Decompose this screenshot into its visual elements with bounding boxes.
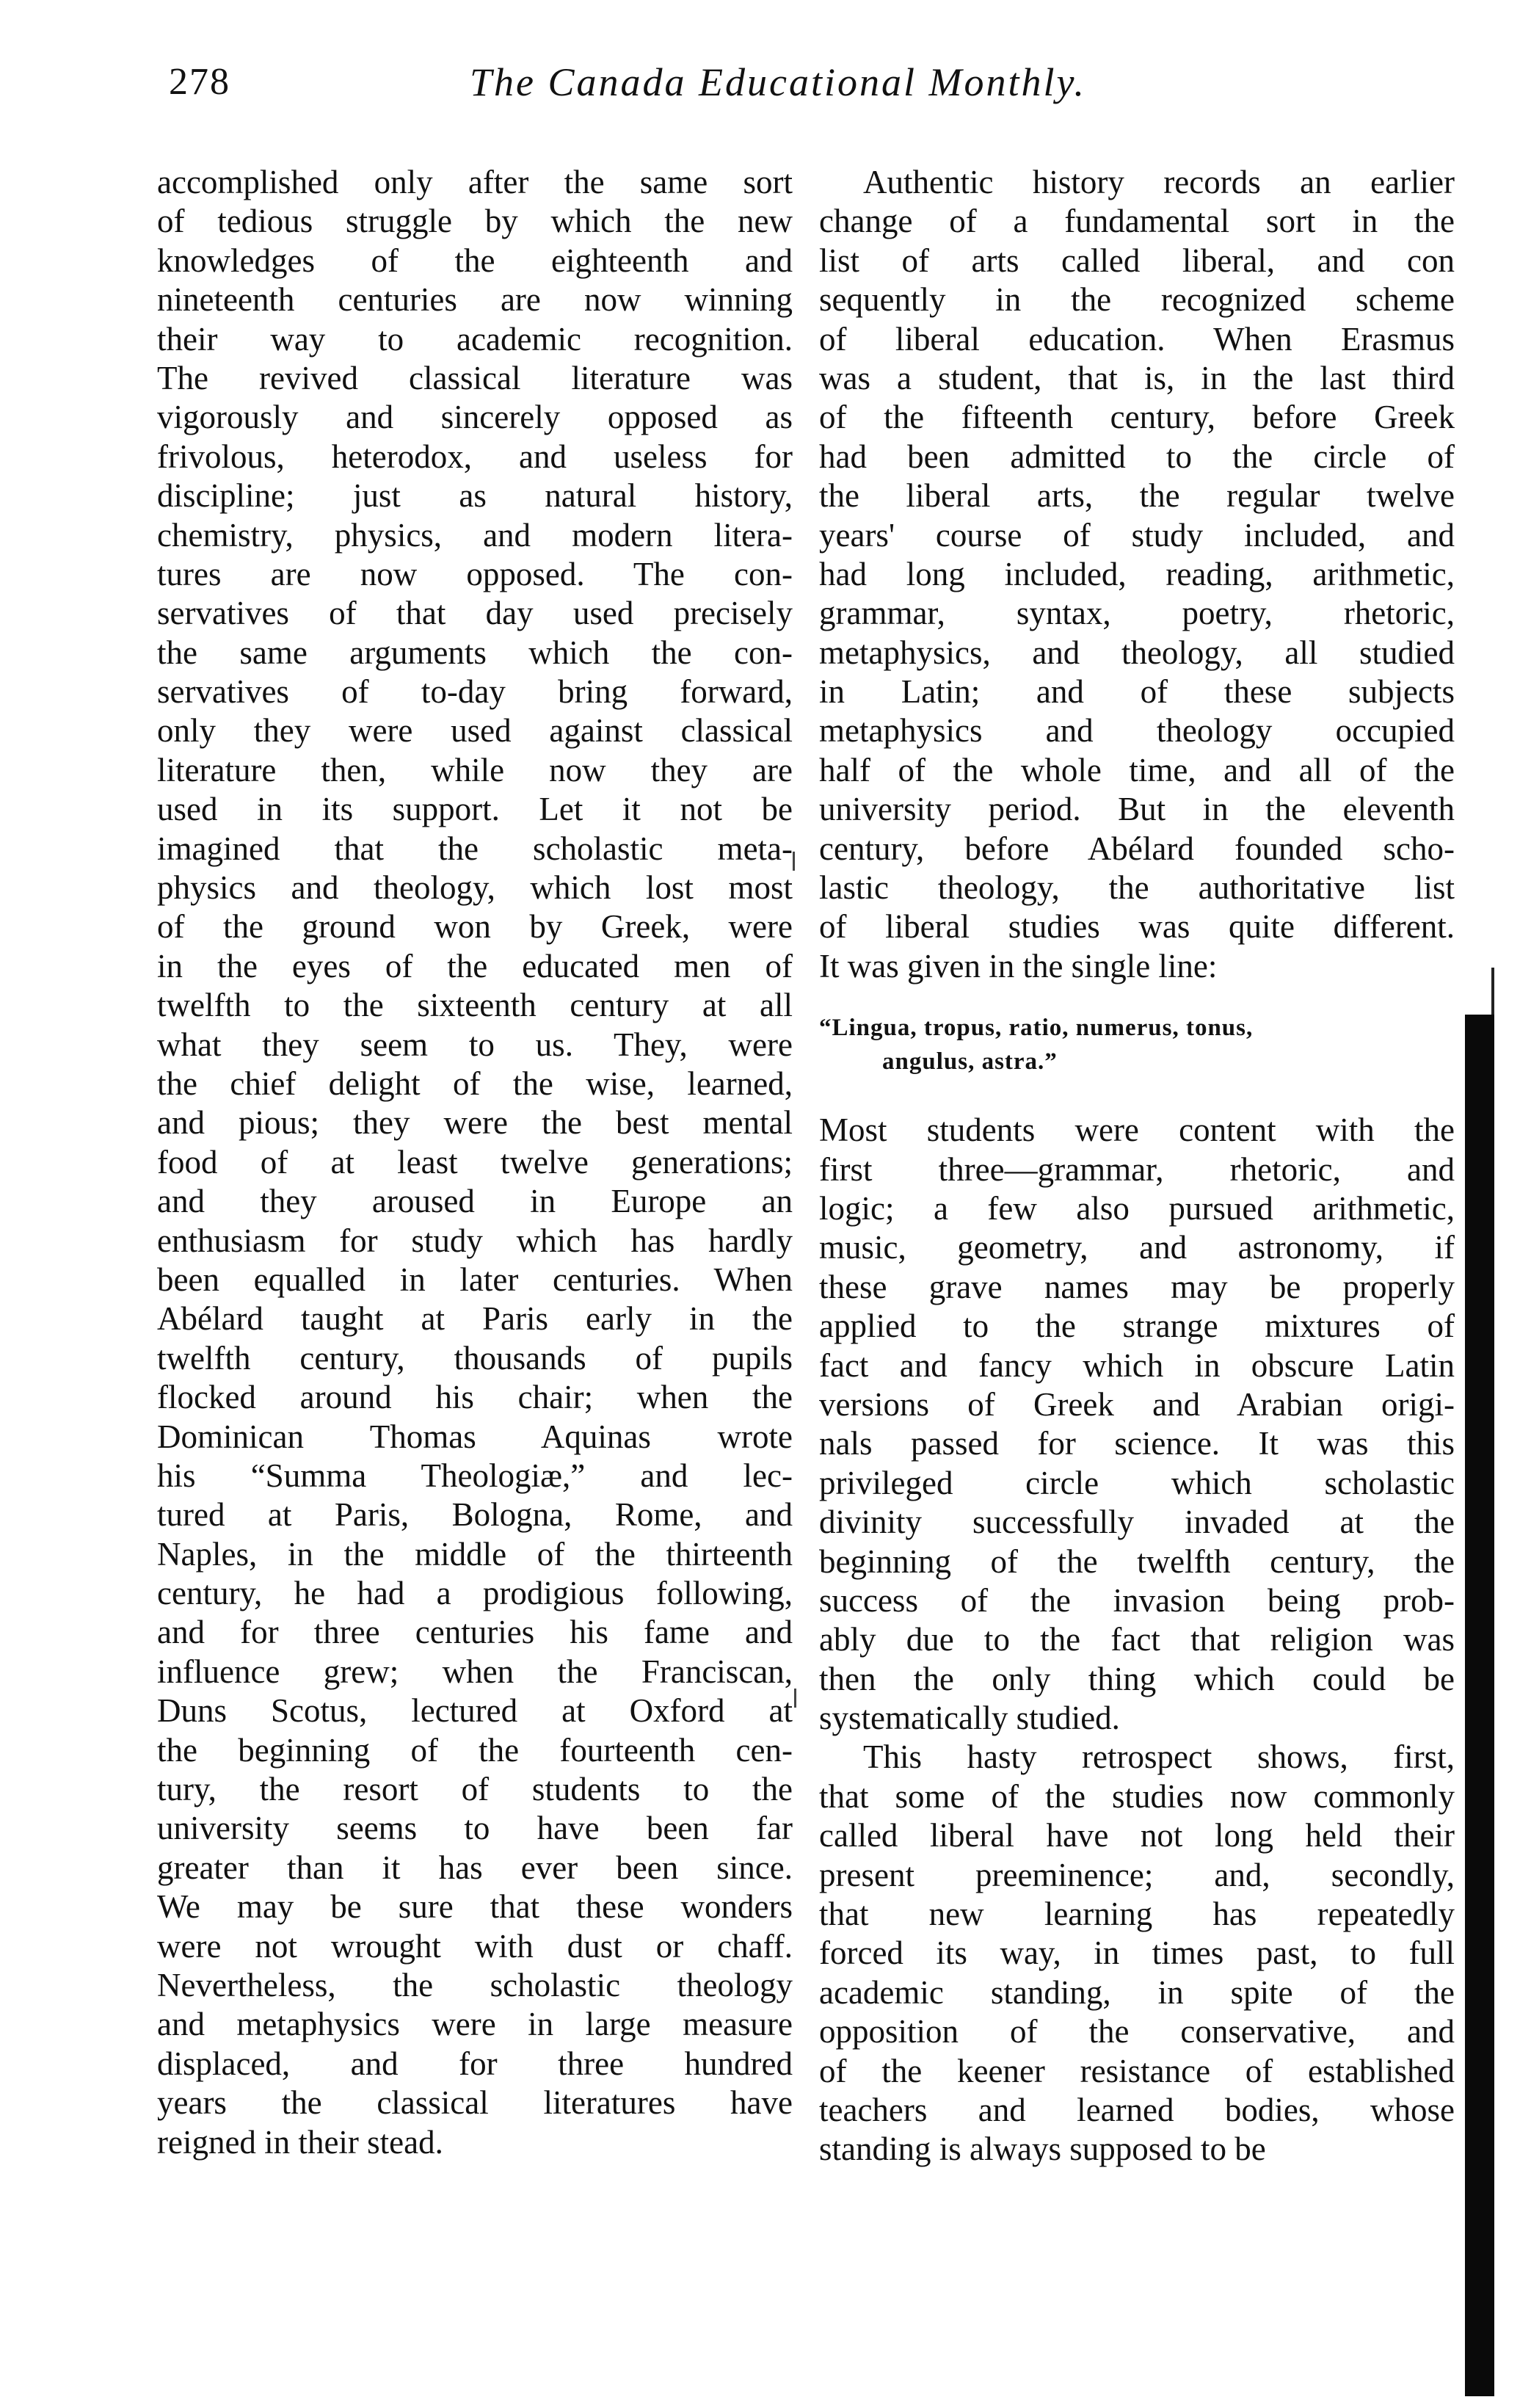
text-line: enthusiasm for study which has hardly xyxy=(157,1222,793,1259)
text-line: what they seem to us. They, were xyxy=(157,1026,793,1063)
text-line: tury, the resort of students to the xyxy=(157,1771,793,1808)
scan-speck xyxy=(793,852,795,871)
text-line: these grave names may be properly xyxy=(819,1268,1455,1305)
text-line: greater than it has ever been since. xyxy=(157,1849,793,1886)
right-column-lower-text xyxy=(819,1111,1455,2169)
text-line: and pious; they were the best mental xyxy=(157,1104,793,1142)
text-line: present preeminence; and, secondly, xyxy=(819,1856,1455,1893)
text-line: applied to the strange mixtures of xyxy=(819,1308,1455,1345)
text-line: literature then, while now they are xyxy=(157,751,793,788)
text-line: flocked around his chair; when the xyxy=(157,1379,793,1416)
running-title: The Canada Educational Monthly. xyxy=(470,60,1086,104)
text-line: called liberal have not long held their xyxy=(819,1817,1455,1854)
right-column-upper-text xyxy=(819,163,1455,986)
quotation-line-2: angulus, astra.” xyxy=(882,1048,1058,1076)
text-line: beginning of the twelfth century, the xyxy=(819,1542,1455,1580)
text-line: forced its way, in times past, to full xyxy=(819,1934,1455,1972)
text-line: reigned in their stead. xyxy=(157,2123,443,2161)
text-line: that new learning has repeatedly xyxy=(819,1896,1455,1933)
text-line: of the keener resistance of established xyxy=(819,2052,1455,2089)
text-line: then the only thing which could be xyxy=(819,1660,1455,1697)
text-line: physics and theology, which lost most xyxy=(157,869,793,907)
text-line: first three—grammar, rhetoric, and xyxy=(819,1150,1455,1188)
text-line: of liberal education. When Erasmus xyxy=(819,320,1455,358)
text-line: university seems to have been far xyxy=(157,1810,793,1847)
text-line: logic; a few also pursued arithmetic, xyxy=(819,1189,1455,1227)
text-line: academic standing, in spite of the xyxy=(819,1973,1455,2011)
text-line: versions of Greek and Arabian origi- xyxy=(819,1385,1455,1423)
text-line: nineteenth centuries are now winning xyxy=(157,281,793,319)
text-line: This hasty retrospect shows, first, xyxy=(863,1738,1455,1776)
text-line: Most students were content with the xyxy=(819,1111,1455,1149)
text-line: sequently in the recognized scheme xyxy=(819,281,1455,319)
text-line: Dominican Thomas Aquinas wrote xyxy=(157,1418,793,1455)
text-line: was a student, that is, in the last third xyxy=(819,359,1455,396)
text-line: influence grew; when the Franciscan, xyxy=(157,1653,793,1690)
text-line: and for three centuries his fame and xyxy=(157,1614,793,1651)
text-line: displaced, and for three hundred xyxy=(157,2045,793,2082)
text-line: years the classical literatures have xyxy=(157,2084,793,2122)
text-line: The revived classical literature was xyxy=(157,359,793,396)
left-column xyxy=(157,163,793,2162)
text-line: and metaphysics were in large measure xyxy=(157,2006,793,2043)
text-line: of liberal studies was quite different. xyxy=(819,908,1455,946)
text-line: vigorously and sincerely opposed as xyxy=(157,399,793,436)
text-line: teachers and learned bodies, whose xyxy=(819,2091,1455,2128)
text-line: that some of the studies now commonly xyxy=(819,1777,1455,1815)
text-line: the beginning of the fourteenth cen- xyxy=(157,1731,793,1769)
text-line: grammar, syntax, poetry, rhetoric, xyxy=(819,595,1455,632)
text-line: the same arguments which the con- xyxy=(157,634,793,671)
scan-speck xyxy=(794,1689,796,1708)
text-line: nals passed for science. It was this xyxy=(819,1425,1455,1462)
text-line: lastic theology, the authoritative list xyxy=(819,869,1455,907)
text-line: imagined that the scholastic meta- xyxy=(157,830,793,867)
text-line: success of the invasion being prob- xyxy=(819,1581,1455,1619)
text-line: the chief delight of the wise, learned, xyxy=(157,1065,793,1102)
text-line: knowledges of the eighteenth and xyxy=(157,242,793,279)
text-line: servatives of to-day bring forward, xyxy=(157,673,793,711)
text-line: tures are now opposed. The con- xyxy=(157,555,793,592)
text-line: ably due to the fact that religion was xyxy=(819,1621,1455,1658)
text-line: of tedious struggle by which the new xyxy=(157,203,793,240)
text-line: It was given in the single line: xyxy=(819,947,1218,984)
text-line: systematically studied. xyxy=(819,1700,1120,1737)
text-line: privileged circle which scholastic xyxy=(819,1464,1455,1501)
text-line: divinity successfully invaded at the xyxy=(819,1504,1455,1541)
text-line: had been admitted to the circle of xyxy=(819,438,1455,475)
text-line: fact and fancy which in obscure Latin xyxy=(819,1346,1455,1384)
text-line: of the fifteenth century, before Greek xyxy=(819,399,1455,436)
text-line: century, before Abélard founded scho- xyxy=(819,830,1455,867)
text-line: only they were used against classical xyxy=(157,712,793,750)
text-line: servatives of that day used precisely xyxy=(157,595,793,632)
text-line: used in its support. Let it not be xyxy=(157,791,793,828)
text-line: the liberal arts, the regular twelve xyxy=(819,477,1455,515)
text-line: twelfth century, thousands of pupils xyxy=(157,1339,793,1377)
text-line: chemistry, physics, and modern litera- xyxy=(157,516,793,554)
text-line: We may be sure that these wonders xyxy=(157,1888,793,1926)
text-line: food of at least twelve generations; xyxy=(157,1143,793,1181)
text-line: Duns Scotus, lectured at Oxford at xyxy=(157,1692,793,1730)
text-line: in the eyes of the educated men of xyxy=(157,947,793,984)
text-line: been equalled in later centuries. When xyxy=(157,1261,793,1298)
text-line: change of a fundamental sort in the xyxy=(819,203,1455,240)
text-line: Naples, in the middle of the thirteenth xyxy=(157,1535,793,1573)
text-line: discipline; just as natural history, xyxy=(157,477,793,515)
text-line: century, he had a prodigious following, xyxy=(157,1575,793,1612)
text-line: their way to academic recognition. xyxy=(157,320,793,358)
text-line: were not wrought with dust or chaff. xyxy=(157,1927,793,1965)
text-line: of the ground won by Greek, were xyxy=(157,908,793,946)
scan-edge-shadow xyxy=(1465,1015,1494,2396)
text-line: metaphysics and theology occupied xyxy=(819,712,1455,750)
text-line: years' course of study included, and xyxy=(819,516,1455,554)
page-number: 278 xyxy=(169,61,230,103)
text-line: tured at Paris, Bologna, Rome, and xyxy=(157,1496,793,1534)
text-line: Authentic history records an earlier xyxy=(863,164,1455,200)
text-line: opposition of the conservative, and xyxy=(819,2013,1455,2050)
quotation-line-1: “Lingua, tropus, ratio, numerus, tonus, xyxy=(819,1015,1254,1042)
latin-quotation xyxy=(819,1011,1455,1078)
text-line: Nevertheless, the scholastic theology xyxy=(157,1966,793,2003)
text-line: list of arts called liberal, and con xyxy=(819,242,1455,279)
text-line: in Latin; and of these subjects xyxy=(819,673,1455,711)
text-line: Abélard taught at Paris early in the xyxy=(157,1300,793,1338)
text-line: music, geometry, and astronomy, if xyxy=(819,1229,1455,1266)
text-line: metaphysics, and theology, all studied xyxy=(819,634,1455,671)
text-line: frivolous, heterodox, and useless for xyxy=(157,438,793,475)
text-line: and they aroused in Europe an xyxy=(157,1183,793,1220)
text-line: had long included, reading, arithmetic, xyxy=(819,555,1455,592)
right-column xyxy=(819,163,1455,2169)
text-line: standing is always supposed to be xyxy=(819,2130,1266,2168)
text-line: university period. But in the eleventh xyxy=(819,791,1455,828)
text-line: his “Summa Theologiæ,” and lec- xyxy=(157,1457,793,1494)
text-line: twelfth to the sixteenth century at all xyxy=(157,987,793,1024)
text-line: accomplished only after the same sort xyxy=(157,164,793,200)
text-line: half of the whole time, and all of the xyxy=(819,751,1455,788)
